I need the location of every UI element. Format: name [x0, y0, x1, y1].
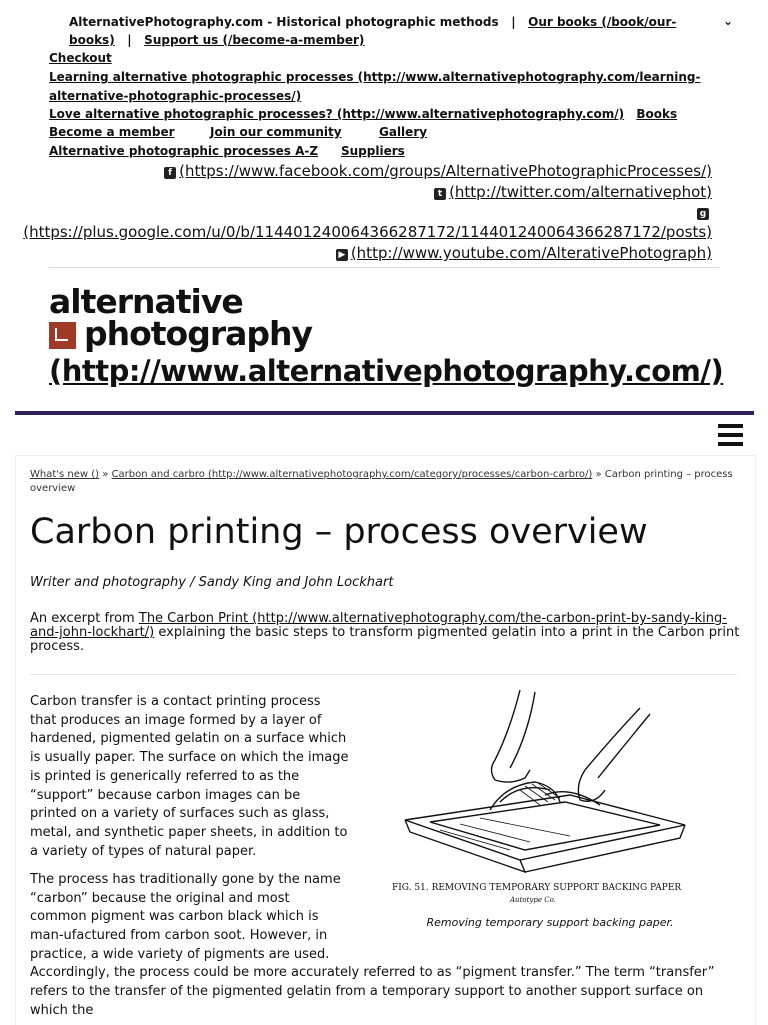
- our-books-link-cont[interactable]: books): [69, 33, 115, 47]
- excerpt-pre: An excerpt from: [30, 611, 135, 626]
- topnav-line2: [69, 33, 364, 47]
- gallery-link[interactable]: Gallery: [379, 125, 428, 139]
- breadcrumb-current: Carbon printing – process: [604, 469, 733, 480]
- learning-link[interactable]: Learning alternative photographic processes (http://www.alternativephotography.com/learning-: [49, 70, 701, 84]
- header-bar: [15, 411, 754, 415]
- support-us-link[interactable]: Support us (/become-a-member): [144, 33, 365, 47]
- logo-text-line1: alternative: [49, 282, 243, 321]
- excerpt: [30, 612, 742, 654]
- logo-mark-icon: [49, 322, 76, 349]
- figure-label: FIG. 51. REMOVING TEMPORARY SUPPORT BACKING PAPER: [392, 883, 682, 893]
- breadcrumb-whats-new[interactable]: What's new (): [30, 469, 100, 480]
- learning-link-cont[interactable]: alternative-photographic-processes/): [49, 89, 302, 103]
- page-title: Carbon printing – process overview: [30, 512, 648, 552]
- divider: [49, 267, 719, 268]
- love-link[interactable]: Love alternative photographic processes? (http://www.alternativephotography.com/): [49, 107, 625, 121]
- youtube-row: [336, 244, 712, 262]
- figure-caption: Removing temporary support backing paper.: [426, 916, 674, 929]
- youtube-link[interactable]: (http://www.youtube.com/AlterativePhotograph): [350, 244, 712, 262]
- books-link[interactable]: Books: [636, 107, 678, 121]
- join-community-link[interactable]: Join our community: [210, 125, 342, 139]
- suppliers-link[interactable]: Suppliers: [341, 144, 405, 158]
- our-books-link[interactable]: Our books (/book/our-: [528, 15, 677, 29]
- breadcrumb: [30, 468, 742, 496]
- processes-az-link[interactable]: Alternative photographic processes A-Z: [49, 144, 319, 158]
- chevron-down-icon[interactable]: ⌄: [723, 14, 734, 28]
- paragraph-1: Carbon transfer is a contact printing process that produces an image formed by a layer of hardened, pigmented gelatin on a surface which is usually paper. The surface on which the image is printed is generically referred to as the “support” because carbon images can be printed on a variety of surfaces such as glass, metal, and synthetic paper sheets, in addition to a variety of types of natural paper.: [30, 694, 349, 859]
- facebook-icon: f: [164, 167, 176, 179]
- byline: Writer and photography / Sandy King and John Lockhart: [30, 575, 394, 590]
- youtube-icon: ▶: [336, 249, 348, 261]
- paragraph-3: Accordingly, the process could be more accurately referred to as “pigment transfer.” The term “transfer” refers to the transfer of the pigmented gelatin from a temporary support to another support surface on which the: [30, 965, 715, 1018]
- engraving-image: [370, 690, 700, 910]
- facebook-link[interactable]: (https://www.facebook.com/groups/AlternativePhotographicProcesses/): [179, 162, 712, 180]
- google-plus-icon: g: [697, 208, 709, 220]
- carbon-print-book-link[interactable]: The Carbon Print (http://www.alternativephotography.com/the-carbon-print-by-sandy-king-and-john-lockhart/): [30, 611, 727, 640]
- separator: |: [127, 33, 132, 47]
- facebook-row: [164, 162, 712, 180]
- hamburger-menu-icon[interactable]: [718, 424, 743, 446]
- twitter-row: [434, 183, 712, 201]
- google-link-row: [23, 223, 712, 241]
- google-plus-link[interactable]: (https://plus.google.com/u/0/b/114401240064366287172/114401240064366287172/posts): [23, 223, 712, 241]
- topnav-line1: [69, 15, 676, 29]
- chevron-right-icon: »: [595, 469, 602, 480]
- home-link[interactable]: (http://www.alternativephotography.com/): [49, 354, 724, 388]
- become-member-link[interactable]: Become a member: [49, 125, 175, 139]
- tray-illustration: [370, 690, 700, 910]
- twitter-link[interactable]: (http://twitter.com/alternativephot): [449, 183, 712, 201]
- excerpt-post: explaining the basic steps to transform pigmented gelatin into a print in the Carbon print process.: [30, 625, 740, 654]
- separator: |: [511, 15, 516, 29]
- breadcrumb-current-cont: overview: [30, 483, 76, 494]
- chevron-right-icon: »: [102, 469, 109, 480]
- twitter-icon: t: [434, 188, 446, 200]
- google-row: [697, 203, 712, 221]
- site-label: AlternativePhotography.com - Historical photographic methods: [69, 15, 499, 29]
- divider: [30, 674, 737, 675]
- checkout-link[interactable]: Checkout: [49, 51, 112, 65]
- figure-credit: Autotype Co.: [510, 896, 556, 904]
- top-navigation: [0, 0, 768, 270]
- paragraph-2: The process has traditionally gone by the name “carbon” because the original and most common pigment was carbon black which is man-ufactured from carbon soot. However, in practice, a wide variety of pigments are used.: [30, 872, 341, 962]
- breadcrumb-carbon[interactable]: Carbon and carbro (http://www.alternativephotography.com/category/processes/carbon-carbro/): [111, 469, 593, 480]
- logo-text-line2: photography: [84, 314, 313, 353]
